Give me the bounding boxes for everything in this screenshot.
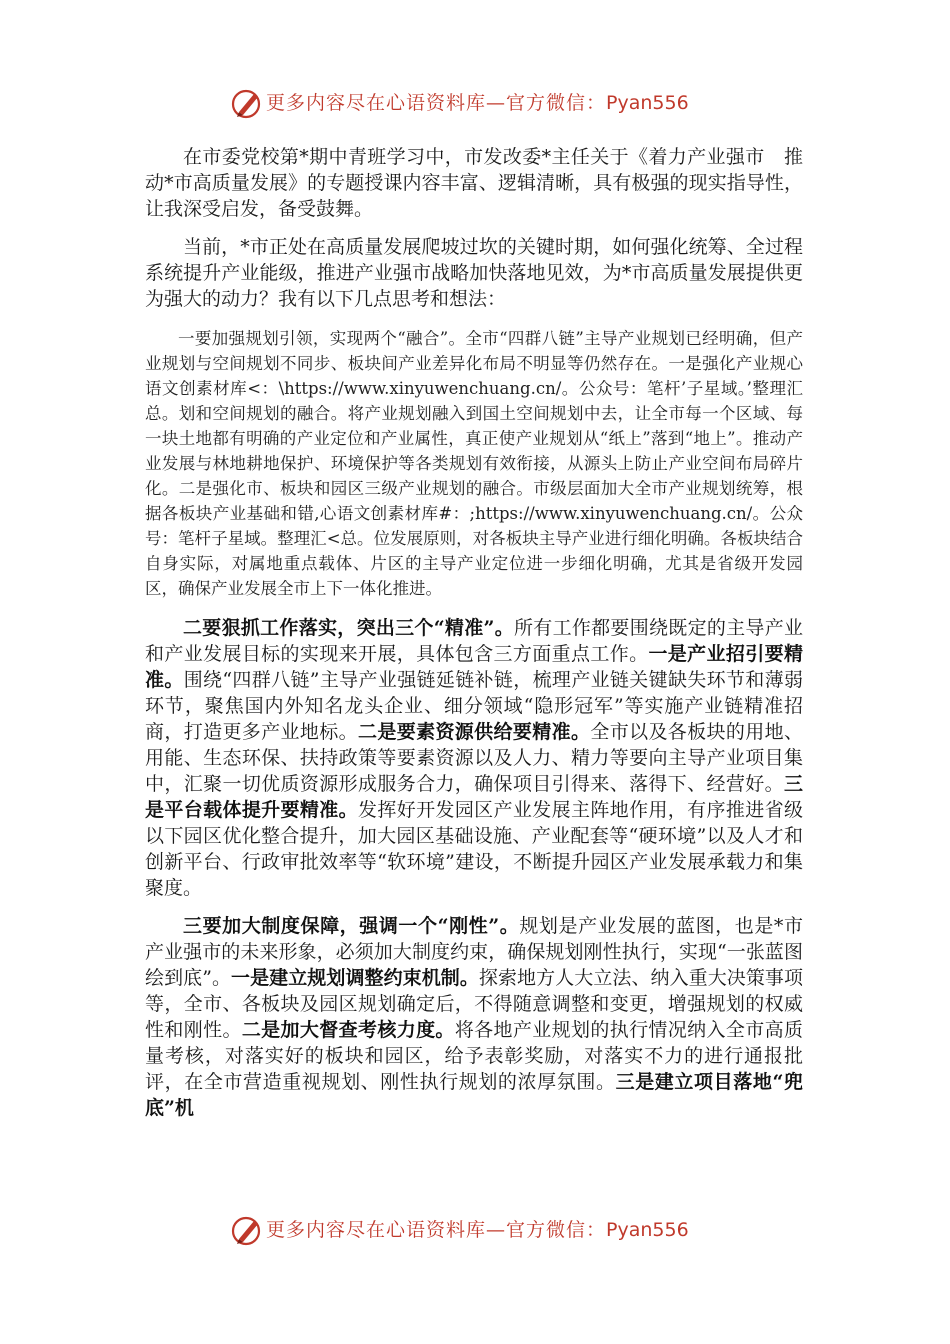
paragraph-point-two	[145, 615, 803, 901]
text-segment: 全市以及各板块的用地、用能、生态环保、扶持政策等要素资源以及人力、精力等要向主导产业项目集中，汇聚一切优质资源形成服务合力，确保项目引得来、落得下、经营好。	[145, 721, 803, 795]
text-segment: 将各地产业规划的执行情况纳入全市高质量考核，对落实好的板块和园区，给予表彰奖励，对落实不力的进行通报批评，在全市营造重视规划、刚性执行规划的浓厚氛围。	[145, 1019, 803, 1093]
paragraph-context: 当前，*市正处在高质量发展爬坡过坎的关键时期，如何强化统筹、全过程系统提升产业能级，推进产业强市战略加快落地见效，为*市高质量发展提供更为强大的动力？我有以下几点思考和想法：	[145, 236, 803, 310]
subpoint-bold: 二是要素资源供给要精准。	[358, 721, 591, 743]
paragraph-point-three	[145, 913, 803, 1121]
banner-label: 更多内容尽在心语资料库—官方微信：	[266, 1219, 607, 1241]
heading-point-three: 三要加大制度保障，强调一个“刚性”。	[183, 915, 520, 937]
header-banner	[0, 83, 950, 123]
banner-label: 更多内容尽在心语资料库—官方微信：	[266, 92, 607, 114]
subpoint-bold: 三是建立项目落地“兜底”机	[145, 1071, 803, 1119]
footer-banner	[0, 1210, 950, 1250]
heading-point-two: 二要狠抓工作落实，突出三个“精准”。	[183, 617, 514, 639]
text-segment: 所有工作都要围绕既定的主导产业和产业发展目标的实现来开展，具体包含三方面重点工作。	[145, 617, 803, 665]
text-segment: 探索地方人大立法、纳入重大决策事项等，全市、各板块及园区规划确定后，不得随意调整和变更，增强规划的权威性和刚性。	[145, 967, 803, 1041]
banner-text	[266, 1215, 689, 1242]
document-body	[145, 144, 803, 1121]
text-segment: 发挥好开发园区产业发展主阵地作用，有序推进省级以下园区优化整合提升，加大园区基础设施、产业配套等“硬环境”以及人才和创新平台、行政审批效率等“软环境”建设，不断提升园区产业发展承载力和集聚度。	[145, 799, 803, 899]
pen-logo-icon	[230, 86, 264, 120]
subpoint-bold: 三是平台载体提升要精准。	[145, 773, 803, 821]
wechat-id: Pyan556	[606, 1219, 689, 1241]
paragraph-point-one: 一要加强规划引领，实现两个“融合”。全市“四群八链”主导产业规划已经明确，但产业规划与空间规划不同步、板块间产业差异化布局不明显等仍然存在。一是强化产业规心语文创素材库<：\https://www.xinyuwenchuang.cn/。公众号：笔杆’子星域。’整理汇总。划和空间规划的融合。将产业规划融入到国土空间规划中去，让全市每一个区域、每一块土地都有明确的产业定位和产业属性，真正使产业规划从“纸上”落到“地上”。推动产业发展与林地耕地保护、环境保护等各类规划有效衔接，从源头上防止产业空间布局碎片化。二是强化市、板块和园区三级产业规划的融合。市级层面加大全市产业规划统筹，根据各板块产业基础和错,心语文创素材库#：;https://www.xinyuwenchuang.cn/。公众号：笔杆子星域。整理汇<总。位发展原则，对各板块主导产业进行细化明确。各板块结合自身实际，对属地重点载体、片区的主导产业定位进一步细化明确，尤其是省级开发园区，确保产业发展全市上下一体化推进。	[145, 329, 803, 598]
wechat-id: Pyan556	[606, 92, 689, 114]
subpoint-bold: 一是产业招引要精准。	[145, 643, 803, 691]
paragraph-intro: 在市委党校第*期中青班学习中，市发改委*主任关于《着力产业强市 推动*市高质量发展》的专题授课内容丰富、逻辑清晰，具有极强的现实指导性，让我深受启发，备受鼓舞。	[145, 146, 803, 220]
subpoint-bold: 一是建立规划调整约束机制。	[231, 967, 479, 989]
subpoint-bold: 二是加大督查考核力度。	[241, 1019, 455, 1041]
banner-text	[266, 88, 689, 115]
pen-logo-icon	[230, 1213, 264, 1247]
text-segment: 围绕“四群八链”主导产业强链延链补链，梳理产业链关键缺失环节和薄弱环节，聚焦国内外知名龙头企业、细分领域“隐形冠军”等实施产业链精准招商，打造更多产业地标。	[145, 669, 803, 743]
text-segment: 规划是产业发展的蓝图，也是*市产业强市的未来形象，必须加大制度约束，确保规划刚性执行，实现“一张蓝图绘到底”。	[145, 915, 803, 989]
